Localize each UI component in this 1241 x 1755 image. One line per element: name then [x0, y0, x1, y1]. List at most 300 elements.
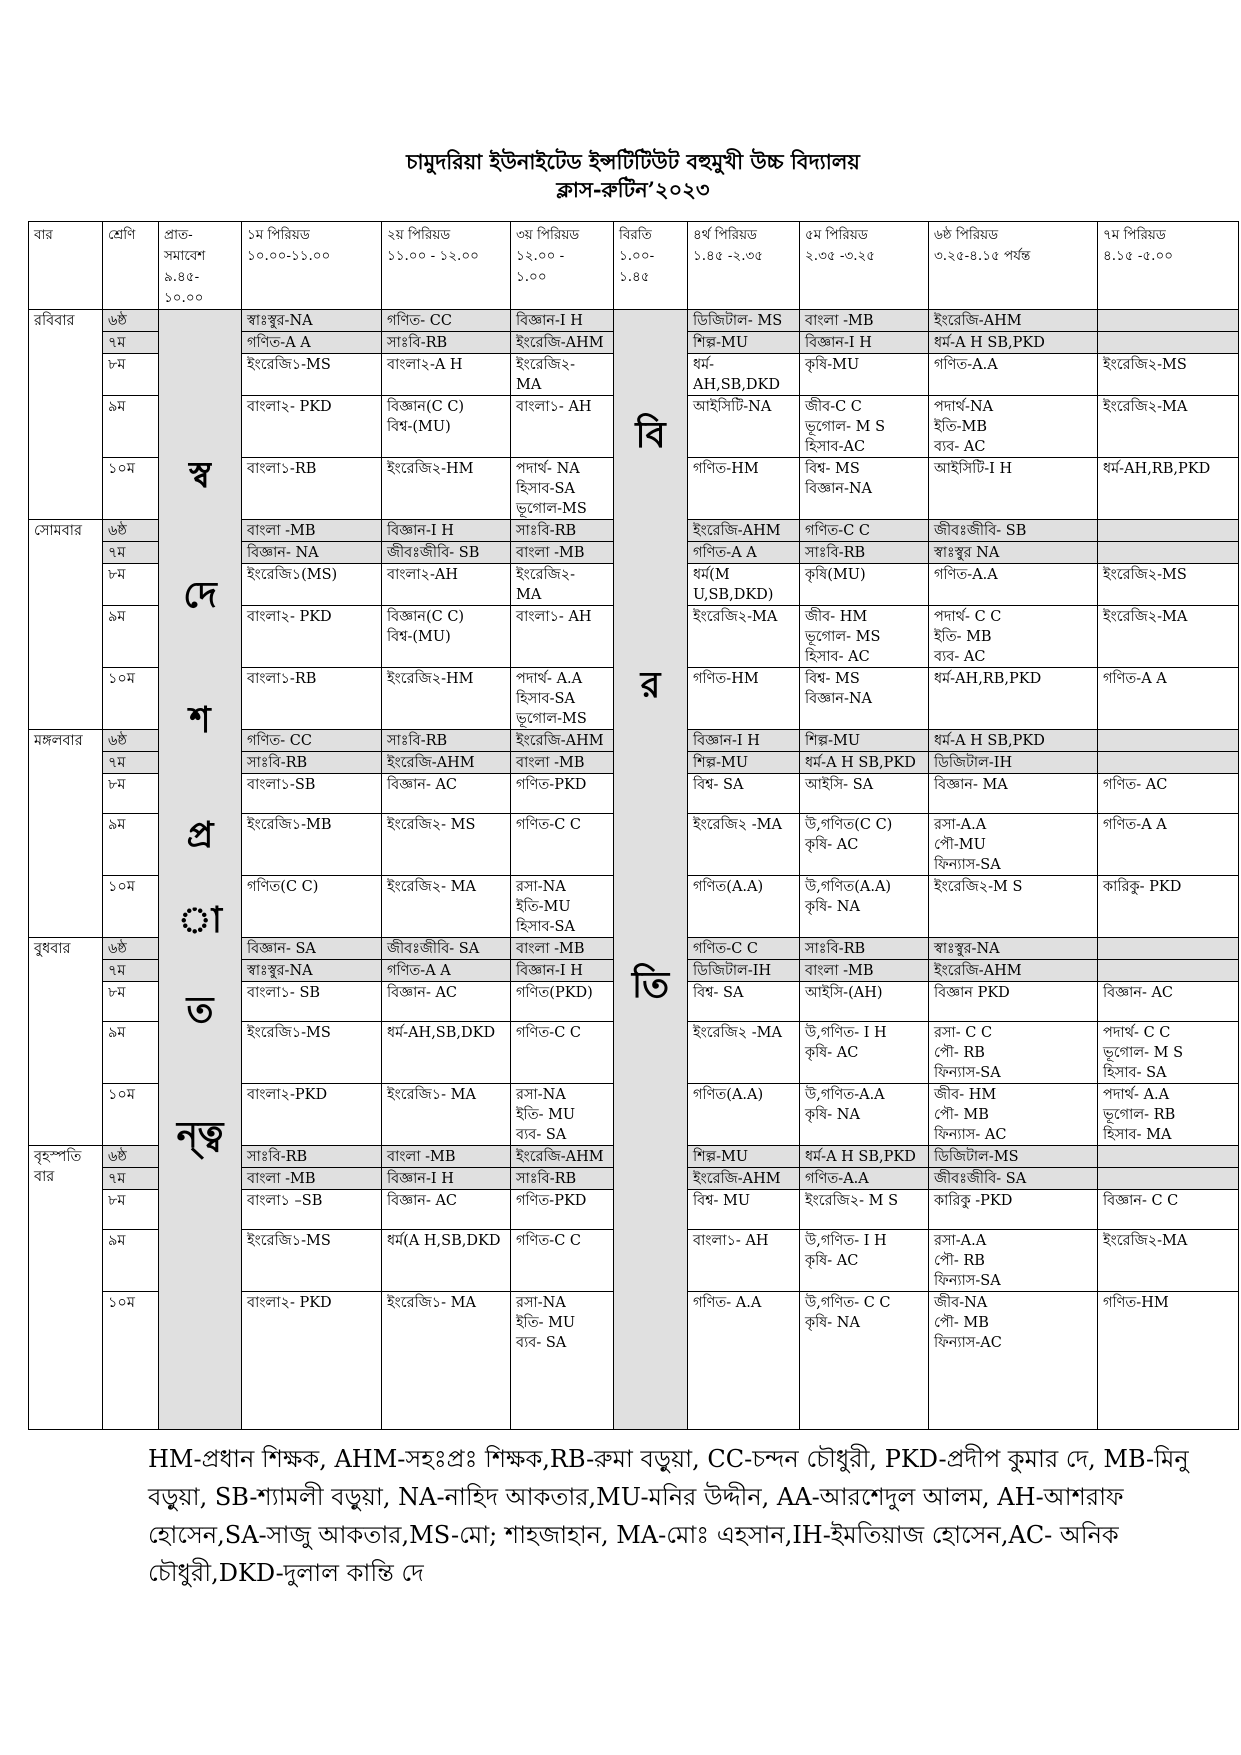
cell-text: বিজ্ঞান-NA: [805, 691, 873, 707]
period-cell: [511, 938, 614, 960]
cell-text: স্বাঃস্বুর-NA: [934, 941, 1000, 957]
period-cell: [1098, 332, 1239, 354]
period-cell: [929, 752, 1098, 774]
period-cell: [1098, 876, 1239, 938]
period-cell: [800, 396, 929, 458]
cell-text: পদার্থ- C C: [934, 609, 1002, 625]
cell-text: বিশ্ব-(MU): [387, 629, 451, 645]
cell-text: শিল্প-MU: [805, 733, 861, 749]
period-cell: [511, 730, 614, 752]
cell-text: সোমবার: [34, 523, 82, 539]
cell-text: বাংলা১ –SB: [247, 1193, 323, 1209]
period-cell: [688, 564, 800, 606]
period-cell: [1098, 396, 1239, 458]
period-cell: [1098, 1022, 1239, 1084]
class-cell: [103, 1084, 159, 1146]
period-cell: [688, 1168, 800, 1190]
class-cell: [103, 752, 159, 774]
period-cell: [688, 730, 800, 752]
period-cell: [242, 730, 382, 752]
cell-text: আইসিটি-I H: [934, 461, 1013, 477]
cell-text: ইংরেজি২ -MA: [693, 817, 782, 833]
assembly-letter: দে: [183, 574, 217, 616]
cell-text: জীব-C C: [805, 399, 862, 415]
period-cell: [929, 1146, 1098, 1168]
cell-text: বাংলা -MB: [247, 1171, 316, 1187]
period-cell: [800, 960, 929, 982]
cell-text: কৃষি- AC: [805, 837, 859, 853]
period-cell: [382, 542, 511, 564]
period-cell: [929, 774, 1098, 814]
cell-text: ইংরেজি১-MS: [247, 1025, 331, 1041]
cell-text: গণিত-A A: [693, 545, 757, 561]
class-cell: [103, 876, 159, 938]
class-cell: [103, 730, 159, 752]
period-cell: [688, 982, 800, 1022]
column-header: [29, 222, 103, 310]
cell-text: কৃষি- NA: [805, 1315, 860, 1331]
period-cell: [800, 354, 929, 396]
period-cell: [929, 1230, 1098, 1292]
cell-text: ইতি- MB: [934, 629, 992, 645]
period-cell: [382, 458, 511, 520]
cell-text: ৭ম পিরিয়ড: [1103, 227, 1166, 243]
class-label: ৬ষ্ঠ: [108, 313, 127, 329]
cell-text: গণিত-A A: [247, 335, 311, 351]
period-cell: [1098, 606, 1239, 668]
cell-text: ভূগোল- MS: [805, 629, 881, 645]
period-cell: [800, 458, 929, 520]
class-cell: [103, 310, 159, 332]
class-cell: [103, 354, 159, 396]
cell-text: ইংরেজি-AHM: [693, 1171, 781, 1187]
period-cell: [382, 1084, 511, 1146]
cell-text: ৩য় পিরিয়ড: [516, 227, 580, 243]
cell-text: বিজ্ঞান- AC: [387, 1193, 458, 1209]
cell-text: বিজ্ঞান-I H: [693, 733, 760, 749]
cell-text: ভূগোল-MS: [516, 711, 587, 727]
period-cell: [688, 1084, 800, 1146]
period-cell: [929, 520, 1098, 542]
cell-text: MA: [516, 587, 542, 603]
period-cell: [688, 542, 800, 564]
assembly-letter: া: [177, 899, 223, 941]
cell-text: বাংলা -MB: [387, 1149, 456, 1165]
period-cell: [800, 814, 929, 876]
cell-text: ধর্ম(A H,SB,DKD: [387, 1233, 501, 1249]
cell-text: ভূগোল- RB: [1103, 1107, 1176, 1123]
cell-text: ডিজিটাল- MS: [693, 313, 783, 329]
cell-text: উ,গণিত- C C: [805, 1295, 891, 1311]
cell-text: ধর্ম-A H SB,PKD: [934, 733, 1045, 749]
cell-text: শ্রেণি: [108, 227, 136, 243]
cell-text: গণিত-HM: [693, 461, 759, 477]
class-cell: [103, 1190, 159, 1230]
cell-text: বিজ্ঞান-NA: [805, 481, 873, 497]
cell-text: বিজ্ঞান-I H: [387, 1171, 454, 1187]
period-cell: [242, 606, 382, 668]
day-cell: [29, 938, 103, 1146]
cell-text: ধর্ম-A H SB,PKD: [934, 335, 1045, 351]
class-label: ৮ম: [108, 1193, 126, 1209]
period-cell: [242, 1146, 382, 1168]
cell-text: হিসাব- AC: [805, 649, 870, 665]
period-cell: [382, 876, 511, 938]
column-header: [159, 222, 242, 310]
period-cell: [929, 960, 1098, 982]
cell-text: ৫ম পিরিয়ড: [805, 227, 868, 243]
period-cell: [382, 310, 511, 332]
period-cell: [242, 752, 382, 774]
cell-text: হিসাব-SA: [516, 691, 575, 707]
assembly-letter: ত: [186, 989, 214, 1031]
cell-text: গণিত(A.A): [693, 879, 764, 895]
cell-text: উ,গণিত- I H: [805, 1025, 887, 1041]
cell-text: ১০.০০: [164, 290, 204, 306]
cell-text: গণিত-A A: [387, 963, 451, 979]
cell-text: ধর্ম(M: [693, 567, 730, 583]
period-cell: [511, 542, 614, 564]
class-label: ১০ম: [108, 879, 135, 895]
cell-text: ইংরেজি-AHM: [934, 963, 1022, 979]
period-cell: [511, 1146, 614, 1168]
cell-text: বুধবার: [34, 941, 71, 957]
period-cell: [511, 1292, 614, 1430]
cell-text: রসা-NA: [516, 1295, 566, 1311]
period-cell: [800, 938, 929, 960]
period-cell: [511, 564, 614, 606]
cell-text: পৌ- MB: [934, 1315, 989, 1331]
cell-text: ডিজিটাল-IH: [693, 963, 772, 979]
period-cell: [929, 1084, 1098, 1146]
period-cell: [688, 876, 800, 938]
cell-text: কৃষি- AC: [805, 1045, 859, 1061]
cell-text: ইংরেজি২-: [516, 567, 576, 583]
column-header: [242, 222, 382, 310]
cell-text: গণিত-PKD: [516, 777, 587, 793]
cell-text: বিজ্ঞান- AC: [1103, 985, 1174, 1001]
cell-text: বাংলা -MB: [516, 755, 585, 771]
cell-text: রসা-NA: [516, 1087, 566, 1103]
cell-text: বাংলা২- PKD: [247, 609, 332, 625]
class-label: ৯ম: [108, 817, 126, 833]
cell-text: গণিত-HM: [1103, 1295, 1169, 1311]
cell-text: পদার্থ- NA: [516, 461, 580, 477]
period-cell: [1098, 542, 1239, 564]
cell-text: বিজ্ঞান- NA: [247, 545, 319, 561]
cell-text: গণিত- AC: [1103, 777, 1168, 793]
cell-text: ধর্ম-AH,RB,PKD: [934, 671, 1042, 687]
period-cell: [382, 774, 511, 814]
cell-text: বাংলা১-SB: [247, 777, 316, 793]
period-cell: [511, 1168, 614, 1190]
period-cell: [511, 774, 614, 814]
period-cell: [929, 564, 1098, 606]
routine-row: [29, 310, 1239, 332]
cell-text: হিসাব-SA: [516, 919, 575, 935]
cell-text: ইংরেজি২-MA: [1103, 399, 1188, 415]
period-cell: [800, 982, 929, 1022]
period-cell: [382, 1292, 511, 1430]
cell-text: ইংরেজি২-MS: [1103, 357, 1187, 373]
period-cell: [242, 774, 382, 814]
cell-text: বিজ্ঞান(C C): [387, 609, 465, 625]
period-cell: [1098, 668, 1239, 730]
cell-text: বাংলা২-A H: [387, 357, 463, 373]
period-cell: [688, 1292, 800, 1430]
class-cell: [103, 668, 159, 730]
break-letter: বি: [635, 414, 666, 456]
period-cell: [929, 1292, 1098, 1430]
cell-text: বিরতি: [619, 227, 652, 243]
cell-text: বাংলা১- AH: [516, 609, 592, 625]
period-cell: [929, 876, 1098, 938]
class-label: ৭ম: [108, 545, 126, 561]
period-cell: [800, 332, 929, 354]
period-cell: [242, 332, 382, 354]
class-label: ৯ম: [108, 399, 126, 415]
cell-text: ধর্ম-A H SB,PKD: [805, 1149, 916, 1165]
cell-text: গণিত-A.A: [934, 567, 998, 583]
class-cell: [103, 606, 159, 668]
assembly-letter: প্র: [186, 814, 214, 856]
cell-text: ডিজিটাল-MS: [934, 1149, 1019, 1165]
period-cell: [800, 520, 929, 542]
cell-text: ইতি- MU: [516, 1315, 576, 1331]
cell-text: উ,গণিত-A.A: [805, 1087, 885, 1103]
cell-text: গণিত-A A: [1103, 817, 1167, 833]
period-cell: [382, 982, 511, 1022]
period-cell: [511, 458, 614, 520]
cell-text: পদার্থ- A.A: [1103, 1087, 1170, 1103]
class-cell: [103, 396, 159, 458]
period-cell: [242, 1084, 382, 1146]
period-cell: [929, 668, 1098, 730]
period-cell: [1098, 354, 1239, 396]
cell-text: ৩.২৫-৪.১৫ পর্যন্ত: [934, 248, 1031, 264]
cell-text: পদার্থ- C C: [1103, 1025, 1171, 1041]
period-cell: [688, 774, 800, 814]
cell-text: সাঃবি-RB: [805, 545, 866, 561]
cell-text: বিশ্ব- MU: [693, 1193, 751, 1209]
assembly-column: [159, 310, 242, 1430]
period-cell: [1098, 1292, 1239, 1430]
period-cell: [929, 310, 1098, 332]
cell-text: জীবঃজীবি- SB: [934, 523, 1027, 539]
period-cell: [688, 396, 800, 458]
cell-text: পদার্থ- A.A: [516, 671, 583, 687]
period-cell: [1098, 1146, 1239, 1168]
period-cell: [688, 752, 800, 774]
cell-text: প্রাত-: [164, 227, 193, 243]
cell-text: বাংলা২- PKD: [247, 399, 332, 415]
cell-text: ইংরেজি১-MB: [247, 817, 332, 833]
period-cell: [1098, 774, 1239, 814]
period-cell: [382, 396, 511, 458]
cell-text: ডিজিটাল-IH: [934, 755, 1013, 771]
period-cell: [242, 876, 382, 938]
period-cell: [511, 1084, 614, 1146]
cell-text: বিশ্ব-(MU): [387, 419, 451, 435]
cell-text: ইংরেজি১-MS: [247, 1233, 331, 1249]
cell-text: বাংলা২-AH: [387, 567, 458, 583]
cell-text: ফিন্যাস-AC: [934, 1335, 1002, 1351]
day-cell: [29, 310, 103, 520]
period-cell: [800, 774, 929, 814]
class-label: ৬ষ্ঠ: [108, 941, 127, 957]
cell-text: পৌ-MU: [934, 837, 986, 853]
period-cell: [1098, 564, 1239, 606]
period-cell: [382, 938, 511, 960]
class-cell: [103, 520, 159, 542]
cell-text: পৌ- MB: [934, 1107, 989, 1123]
period-cell: [688, 354, 800, 396]
cell-text: বিশ্ব- SA: [693, 777, 744, 793]
period-cell: [242, 814, 382, 876]
class-cell: [103, 1146, 159, 1168]
period-cell: [929, 606, 1098, 668]
cell-text: সমাবেশ: [164, 248, 206, 264]
cell-text: বার: [34, 227, 53, 243]
class-cell: [103, 938, 159, 960]
period-cell: [929, 982, 1098, 1022]
cell-text: বাংলা২- PKD: [247, 1295, 332, 1311]
cell-text: বাংলা -MB: [516, 941, 585, 957]
period-cell: [1098, 960, 1239, 982]
class-cell: [103, 1168, 159, 1190]
cell-text: ইংরেজি২ -MA: [693, 1025, 782, 1041]
period-cell: [688, 814, 800, 876]
class-label: ৮ম: [108, 567, 126, 583]
cell-text: ধর্ম-AH,SB,DKD: [387, 1025, 496, 1041]
period-cell: [382, 520, 511, 542]
cell-text: ইংরেজি১- MA: [387, 1087, 476, 1103]
period-cell: [688, 668, 800, 730]
teacher-legend: HM-প্রধান শিক্ষক, AHM-সহঃপ্রঃ শিক্ষক,RB-রুমা বড়ুয়া, CC-চন্দন চৌধুরী, PKD-প্রদীপ কুমার দে, MB-মিনু বড়ুয়া, SB-শ্যামলী বড়ুয়া, NA-নাহিদ আকতার,MU-মনির উদ্দীন, AA-আরশেদুল আলম, AH-আশরাফ হোসেন,SA-সাজু আকতার,MS-মো; শাহজাহান, MA-মোঃ এহসান,IH-ইমতিয়াজ হোসেন,AC- অনিক চৌধুরী,DKD-দুলাল কান্তি দে: [148, 1445, 1189, 1587]
cell-text: ইংরেজি১-MS: [247, 357, 331, 373]
cell-text: বিজ্ঞান- SA: [247, 941, 316, 957]
class-cell: [103, 814, 159, 876]
class-label: ৭ম: [108, 335, 126, 351]
period-cell: [929, 458, 1098, 520]
period-cell: [1098, 458, 1239, 520]
period-cell: [382, 814, 511, 876]
class-label: ৯ম: [108, 1025, 126, 1041]
cell-text: বাংলা১- AH: [693, 1233, 769, 1249]
cell-text: সাঃবি-RB: [387, 335, 448, 351]
class-label: ৭ম: [108, 755, 126, 771]
cell-text: সাঃবি-RB: [387, 733, 448, 749]
cell-text: জীবঃজীবি- SB: [387, 545, 480, 561]
class-cell: [103, 774, 159, 814]
day-cell: [29, 1146, 103, 1430]
period-cell: [382, 332, 511, 354]
cell-text: বিশ্ব- SA: [693, 985, 744, 1001]
cell-text: ইংরেজি২-M S: [934, 879, 1023, 895]
cell-text: রসা-NA: [516, 879, 566, 895]
period-cell: [1098, 310, 1239, 332]
cell-text: গণিত-HM: [693, 671, 759, 687]
cell-text: উ,গণিত(C C): [805, 817, 893, 833]
cell-text: ৯.৪৫-: [164, 269, 200, 285]
column-header: [929, 222, 1098, 310]
period-cell: [800, 752, 929, 774]
period-cell: [511, 876, 614, 938]
cell-text: ইংরেজি-AHM: [693, 523, 781, 539]
cell-text: ইংরেজি১(MS): [247, 567, 338, 583]
cell-text: গণিত-A.A: [805, 1171, 869, 1187]
assembly-letter: শ: [189, 699, 211, 741]
period-cell: [929, 730, 1098, 752]
cell-text: MA: [516, 377, 542, 393]
cell-text: কৃষি(MU): [805, 567, 866, 583]
period-cell: [800, 1230, 929, 1292]
period-cell: [242, 310, 382, 332]
routine-title: ক্লাস-রুটিন’২০২৩: [556, 177, 710, 202]
cell-text: গণিত(C C): [247, 879, 319, 895]
cell-text: শিল্প-MU: [693, 335, 749, 351]
cell-text: শিল্প-MU: [693, 755, 749, 771]
column-header: [511, 222, 614, 310]
cell-text: ইংরেজি২- MS: [387, 817, 476, 833]
cell-text: ২য় পিরিয়ড: [387, 227, 451, 243]
period-cell: [511, 752, 614, 774]
cell-text: ভূগোল-MS: [516, 501, 587, 517]
cell-text: কৃষি- AC: [805, 1253, 859, 1269]
cell-text: ১.৪৫ -২.৩৫: [693, 248, 764, 264]
class-cell: [103, 564, 159, 606]
period-cell: [688, 310, 800, 332]
cell-text: বিজ্ঞান- AC: [387, 777, 458, 793]
day-cell: [29, 730, 103, 938]
period-cell: [382, 1230, 511, 1292]
cell-text: গণিত-C C: [805, 523, 870, 539]
cell-text: বিজ্ঞান- AC: [387, 985, 458, 1001]
cell-text: হিসাব- MA: [1103, 1127, 1172, 1143]
class-label: ৬ষ্ঠ: [108, 733, 127, 749]
cell-text: গণিত(A.A): [693, 1087, 764, 1103]
cell-text: কৃষি- NA: [805, 1107, 860, 1123]
cell-text: জীবঃজীবি- SA: [934, 1171, 1027, 1187]
cell-text: ইংরেজি২-: [516, 357, 576, 373]
cell-text: ধর্ম-: [693, 357, 715, 373]
cell-text: ব্যব- SA: [516, 1127, 567, 1143]
cell-text: ইংরেজি২- M S: [805, 1193, 899, 1209]
period-cell: [1098, 1168, 1239, 1190]
period-cell: [242, 354, 382, 396]
cell-text: ইংরেজি১- MA: [387, 1295, 476, 1311]
cell-text: মঙ্গলবার: [34, 733, 83, 749]
column-header: [1098, 222, 1239, 310]
cell-text: ১.০০-: [619, 248, 655, 264]
cell-text: ভূগোল- M S: [1103, 1045, 1184, 1061]
period-cell: [1098, 730, 1239, 752]
cell-text: উ,গণিত- I H: [805, 1233, 887, 1249]
cell-text: ব্যব- SA: [516, 1335, 567, 1351]
cell-text: সাঃবি-RB: [805, 941, 866, 957]
cell-text: রসা-A.A: [934, 817, 987, 833]
period-cell: [688, 332, 800, 354]
cell-text: পৌ- RB: [934, 1253, 985, 1269]
period-cell: [242, 1190, 382, 1230]
cell-text: ইংরেজি২-MA: [693, 609, 778, 625]
period-cell: [1098, 1084, 1239, 1146]
period-cell: [242, 396, 382, 458]
period-cell: [1098, 814, 1239, 876]
cell-text: গণিত(PKD): [516, 985, 593, 1001]
cell-text: বাংলা -MB: [247, 523, 316, 539]
column-header: [103, 222, 159, 310]
